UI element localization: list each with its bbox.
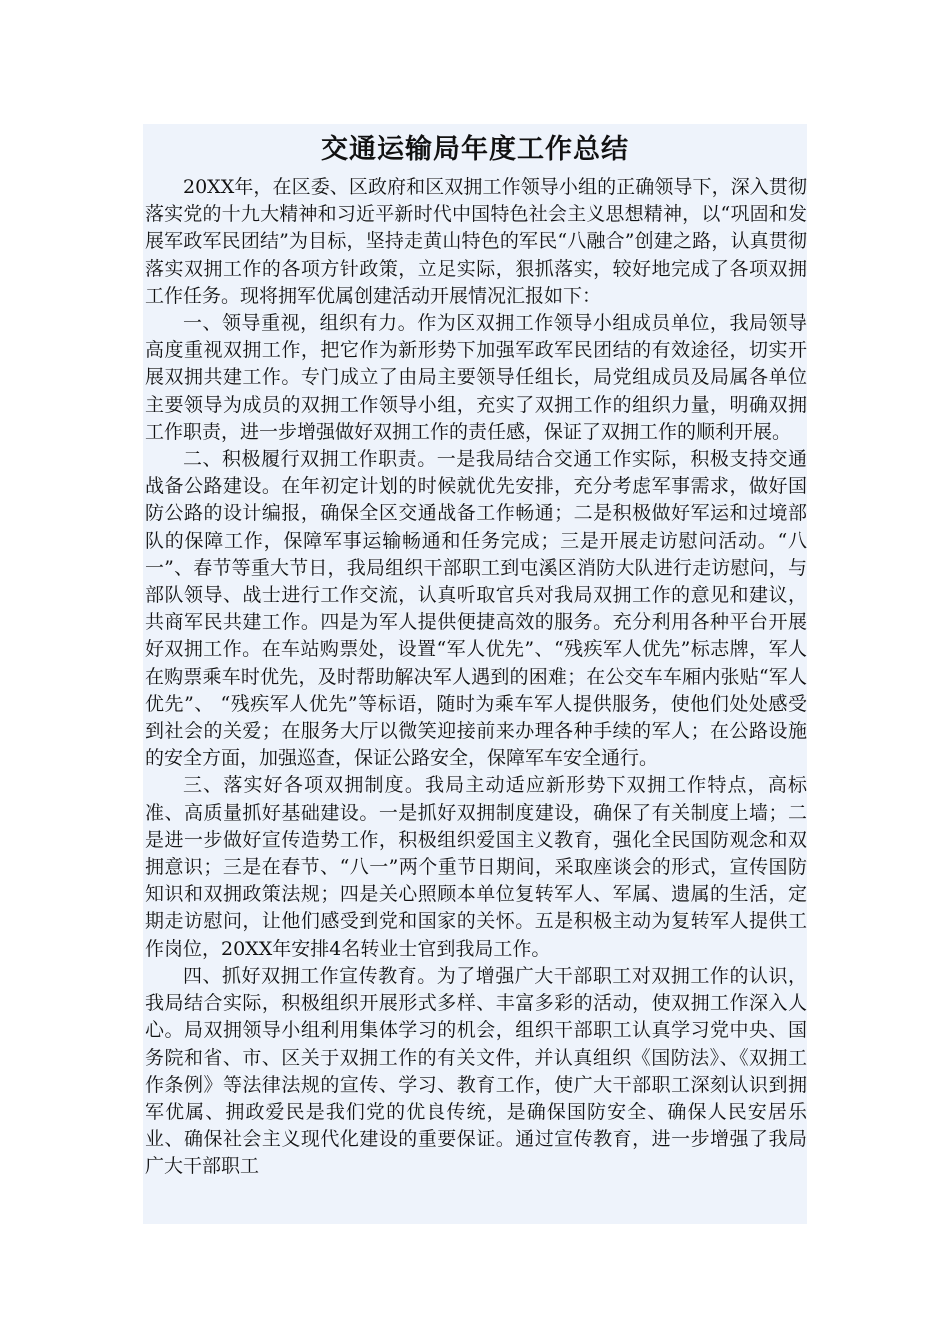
section-2-paragraph: 二、积极履行双拥工作职责。一是我局结合交通工作实际，积极支持交通战备公路建设。在年初定计划的时候就优先安排，充分考虑军事需求，做好国防公路的设计编报，确保全区交通战备工作畅通；二是积极做好军运和过境部队的保障工作，保障军事运输畅通和任务完成；三是开展走访慰问活动。“八一”、春节等重大节日，我局组织干部职工到屯溪区消防大队进行走访慰问，与部队领导、战士进行工作交流，认真听取官兵对我局双拥工作的意见和建议，共商军民共建工作。四是为军人提供便捷高效的服务。充分利用各种平台开展好双拥工作。在车站购票处，设置“军人优先”、“残疾军人优先”标志牌，军人在购票乘车时优先，及时帮助解决军人遇到的困难；在公交车车厢内张贴“军人优先”、 “残疾军人优先”等标语，随时为乘车军人提供服务，使他们处处感受到社会的关爱；在服务大厅以微笑迎接前来办理各种手续的军人；在公路设施的安全方面，加强巡查，保证公路安全，保障军车安全通行。 bbox=[145, 448, 807, 770]
document-body bbox=[145, 174, 807, 1181]
intro-paragraph: 20XX年，在区委、区政府和区双拥工作领导小组的正确领导下，深入贯彻落实党的十九大精神和习近平新时代中国特色社会主义思想精神，以“巩固和发展军政军民团结”为目标，坚持走黄山特色的军民“八融合”创建之路，认真贯彻落实双拥工作的各项方针政策，立足实际，狠抓落实，较好地完成了各项双拥工作任务。现将拥军优属创建活动开展情况汇报如下： bbox=[145, 176, 807, 307]
section-4-paragraph: 四、抓好双拥工作宣传教育。为了增强广大干部职工对双拥工作的认识，我局结合实际，积极组织开展形式多样、丰富多彩的活动，使双拥工作深入人心。局双拥领导小组利用集体学习的机会，组织干部职工认真学习党中央、国务院和省、市、区关于双拥工作的有关文件，并认真组织《国防法》、《双拥工作条例》等法律法规的宣传、学习、教育工作，使广大干部职工深刻认识到拥军优属、拥政爱民是我们党的优良传统，是确保国防安全、确保人民安居乐业、确保社会主义现代化建设的重要保证。通过宣传教育，进一步增强了我局广大干部职工 bbox=[145, 964, 807, 1178]
document-title: 交通运输局年度工作总结 bbox=[321, 134, 629, 165]
section-1-paragraph: 一、领导重视，组织有力。作为区双拥工作领导小组成员单位，我局领导高度重视双拥工作，把它作为新形势下加强军政军民团结的有效途径，切实开展双拥共建工作。专门成立了由局主要领导任组长，局党组成员及局属各单位主要领导为成员的双拥工作领导小组，充实了双拥工作的组织力量，明确双拥工作职责，进一步增强做好双拥工作的责任感，保证了双拥工作的顺利开展。 bbox=[145, 312, 807, 443]
section-3-paragraph: 三、落实好各项双拥制度。我局主动适应新形势下双拥工作特点，高标准、高质量抓好基础建设。一是抓好双拥制度建设，确保了有关制度上墙；二是进一步做好宣传造势工作，积极组织爱国主义教育，强化全民国防观念和双拥意识；三是在春节、“八一”两个重节日期间，采取座谈会的形式，宣传国防知识和双拥政策法规；四是关心照顾本单位复转军人、军属、遗属的生活，定期走访慰问，让他们感受到党和国家的关怀。五是积极主动为复转军人提供工作岗位，20XX年安排4名转业士官到我局工作。 bbox=[145, 774, 807, 960]
